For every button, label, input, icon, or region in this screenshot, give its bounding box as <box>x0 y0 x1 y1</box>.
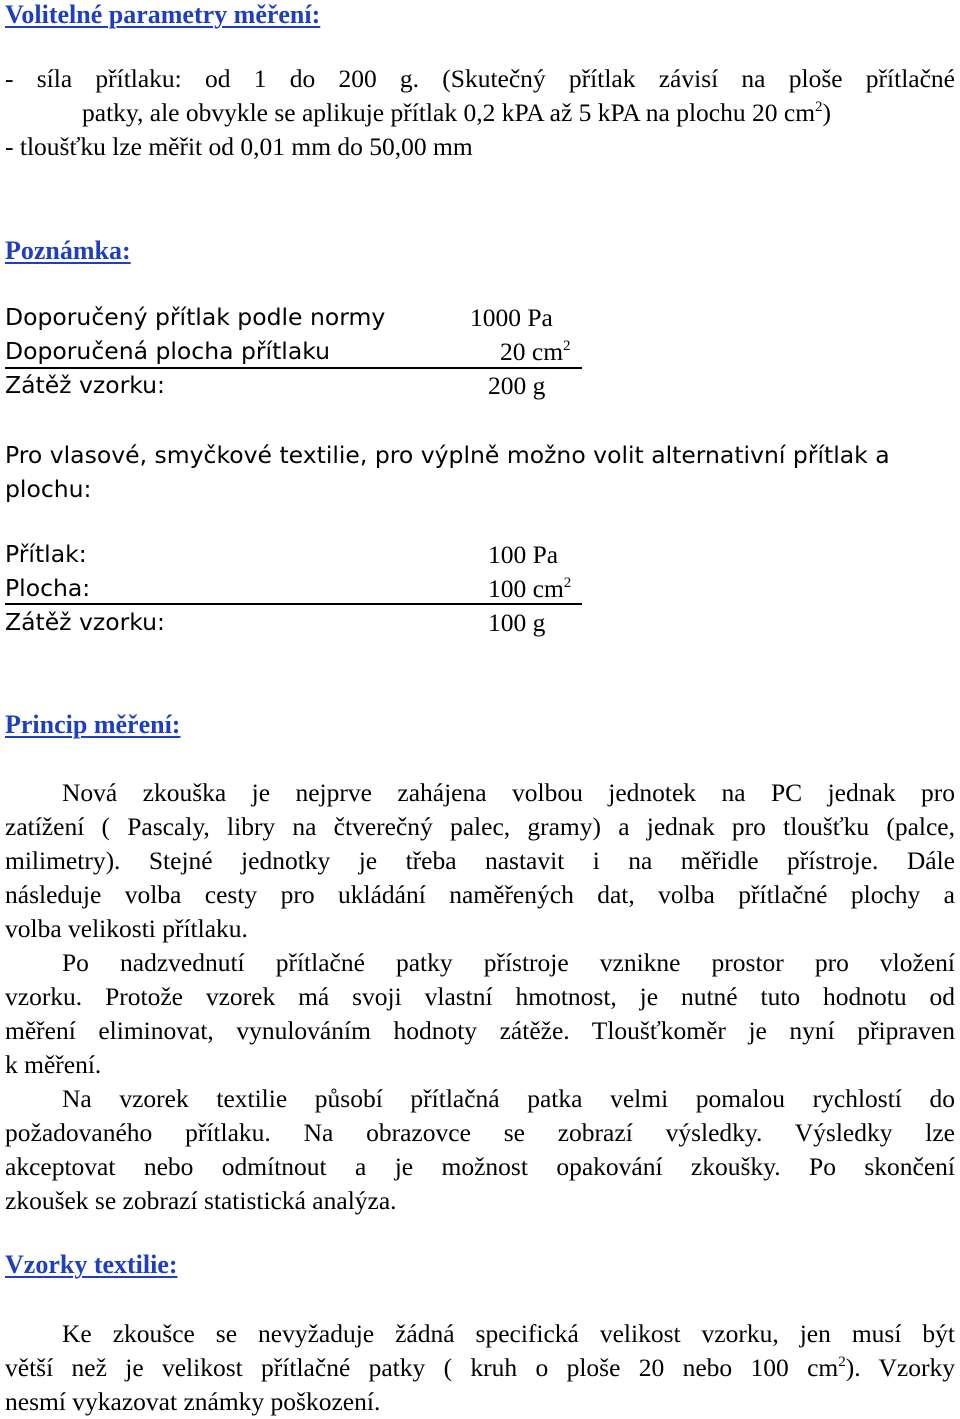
alt-row-value: 100 Pa <box>488 540 559 569</box>
alt-row-label: Přítlak: <box>5 540 87 568</box>
paragraph-line: Pro vlasové, smyčkové textilie, pro výplně možno volit alternativní přítlak a <box>5 441 890 469</box>
paragraph-line: větší než je velikost přítlačné patky ( kruh o ploše 20 nebo 100 $cm^2$). Vzorky <box>5 1353 955 1382</box>
paragraph-line: následuje volba cesty pro ukládání naměřených dat, volba přítlačné plochy a <box>5 880 955 909</box>
param-item-force-tail: ) <box>822 98 832 127</box>
paragraph-line: plochu: <box>5 475 92 503</box>
note-row-label: Doporučený přítlak podle normy <box>5 303 386 331</box>
alt-row-label: Plocha: <box>5 574 91 602</box>
note-row-label: Zátěž vzorku: <box>5 371 165 399</box>
section-heading-principle: Princip měření: <box>5 710 181 739</box>
parameters-list <box>5 62 955 164</box>
paragraph-line: zatížení ( Pascaly, libry na čtverečný palec, gramy) a jednak pro tloušťku (palce, <box>5 812 955 841</box>
table-divider <box>5 367 582 369</box>
paragraph-line: milimetry). Stejné jednotky je třeba nastavit i na měřidle přístroje. Dále <box>5 846 955 875</box>
paragraph-line: vzorku. Protože vzorek má svoji vlastní hmotnost, je nutné tuto hodnotu od <box>5 982 955 1011</box>
principle-paragraphs <box>5 776 955 1218</box>
note-row-value: 1000 Pa <box>470 303 553 332</box>
alt-row-value <box>488 574 571 604</box>
paragraph-line: Ke zkoušce se nevyžaduje žádná specifická velikost vzorku, jen musí být <box>62 1319 955 1348</box>
paragraph-line: nesmí vykazovat známky poškození. <box>5 1387 381 1416</box>
superscript: 2 <box>838 1353 846 1370</box>
note-row-value: 200 g <box>488 371 546 400</box>
paragraph-line: k měření. <box>5 1050 102 1079</box>
paragraph-line: Na vzorek textilie působí přítlačná patka velmi pomalou rychlostí do <box>62 1084 955 1113</box>
paragraph-line: Nová zkouška je nejprve zahájena volbou jednotek na PC jednak pro <box>62 778 955 807</box>
section-heading-parameters: Volitelné parametry měření: <box>5 0 321 29</box>
note-alternative-paragraph <box>5 438 955 506</box>
section-heading-note: Poznámka: <box>5 236 131 265</box>
samples-paragraph <box>5 1317 955 1419</box>
paragraph-line: zkoušek se zobrazí statistická analýza. <box>5 1186 397 1215</box>
param-item-thickness: - tloušťku lze měřit od 0,01 mm do 50,00 mm <box>5 132 473 161</box>
note-row-label: Doporučená plocha přítlaku <box>5 337 331 365</box>
paragraph-line: měření eliminovat, vynulováním hodnoty zátěže. Tloušťkoměr je nyní připraven <box>5 1016 955 1045</box>
table-divider <box>5 603 582 605</box>
superscript: 2 <box>563 574 572 591</box>
superscript: 2 <box>563 337 571 354</box>
note-row-value <box>500 337 571 367</box>
alt-row-value: 100 g <box>488 608 546 637</box>
paragraph-line: akceptovat nebo odmítnout a je možnost opakování zkoušky. Po skončení <box>5 1152 955 1181</box>
param-item-force-line1: - síla přítlaku: od 1 do 200 g. (Skutečný přítlak závisí na ploše přítlačné <box>5 64 955 93</box>
note-row-value-text: 20 cm <box>500 337 564 366</box>
superscript: 2 <box>815 98 823 115</box>
param-item-force-text: patky, ale obvykle se aplikuje přítlak 0,2 kPA až 5 kPA na plochu 20 cm <box>82 98 816 127</box>
paragraph-line: požadovaného přítlaku. Na obrazovce se zobrazí výsledky. Výsledky lze <box>5 1118 955 1147</box>
section-heading-samples: Vzorky textilie: <box>5 1250 178 1279</box>
alt-row-label: Zátěž vzorku: <box>5 608 165 636</box>
paragraph-line: Po nadzvednutí přítlačné patky přístroje vznikne prostor pro vložení <box>62 948 955 977</box>
paragraph-line: volba velikosti přítlaku. <box>5 914 248 943</box>
param-item-force-line2 <box>5 96 955 130</box>
alt-row-value-text: 100 cm <box>488 574 564 603</box>
